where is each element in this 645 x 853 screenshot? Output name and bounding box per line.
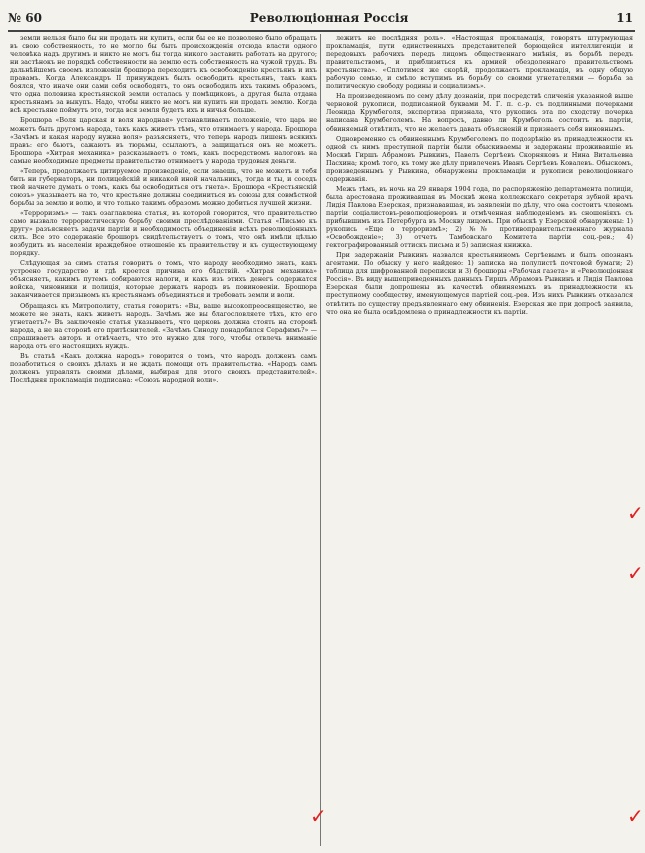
header-rule bbox=[8, 30, 635, 32]
paragraph: Одновременно съ обвиненнымъ Крумбеголемъ по подозрѣнію въ принадлежности къ одной съ нимъ преступной партіи были обыскиваемы и задержаны проживавшіе въ Москвѣ Гиршъ Абрамовъ Рывкинъ, Павелъ Сергѣевъ Скорняковъ и Нина Витальевна Пасхина; кромѣ того, къ тому же дѣлу привлеченъ Иванъ Сергѣевъ Ковалевъ. Обыскомъ, произведеннымъ у Рывкина, обнаружены прокламаціи и рукописи революціоннаго содержанія. bbox=[326, 134, 633, 183]
left-column bbox=[10, 34, 317, 846]
paragraph: Брошюра «Воля царская и воля народная» устанавливаетъ положеніе, что царь не можетъ быть другомъ народа, такъ какъ живетъ тѣмъ, что отнимаетъ у народа. Брошюра «Зачѣмъ и какая народу нужна воля» разъясняетъ, что теперь народъ лишенъ всякихъ правъ: его бьютъ, сажаютъ въ тюрьмы, ссылаютъ, а защищаться онъ не можетъ. Брошюра «Хитрая механика» разсказываетъ о томъ, какъ посредствомъ налоговъ на самые необходимые предметы правительство отнимаетъ у народа трудовыя деньги. bbox=[10, 116, 317, 165]
issue-number: № 60 bbox=[8, 11, 42, 25]
paragraph: Обращаясь къ Митрополиту, статья говоритъ: «Вы, ваше высокопреосвященство, не можете не знать, какъ живетъ народъ. Зачѣмъ же вы благословляете тѣхъ, кто его угнетаетъ?» Въ заключеніе статья указываетъ, что церковь должна стоять на сторонѣ народа, а не на сторонѣ его притѣснителей. «Зачѣмъ Синоду понадобился Серафимъ?» — спрашиваетъ авторъ и отвѣчаетъ, что это нужно для того, чтобы отвлечь вниманіе народа отъ его настоящихъ нуждъ. bbox=[10, 301, 317, 350]
paragraph: Слѣдующая за симъ статья говоритъ о томъ, что народу необходимо знать, какъ устроено государство и гдѣ кроется причина его бѣдствій. «Хитрая механика» объясняетъ, какимъ путемъ собираются налоги, и какъ изъ этихъ денегъ содержатся войска, чиновники и полиція, которые держатъ народъ въ повиновеніи. Брошюра заканчивается призывомъ къ крестьянамъ объединяться и требовать земли и воли. bbox=[10, 259, 317, 300]
checkmark-icon: ✓ bbox=[627, 561, 644, 585]
page-header bbox=[8, 6, 633, 30]
newspaper-title: Революціонная Россія bbox=[249, 11, 409, 25]
paragraph: Межъ тѣмъ, въ ночь на 29 января 1904 года, по распоряженію департамента полиціи, была арестована проживавшая въ Москвѣ жена коллежскаго секретаря зубной врачъ Лидія Павлова Езерская, признававшая, въ заявленіи по дѣлу, что она состоитъ членомъ партіи соціалистовъ-революціонеровъ и отмѣченная наблюденіемъ въ сношеніяхъ съ прибывшимъ изъ Петербурга въ Москву лицомъ. При обыскѣ у Езерской обнаружены: 1) рукопись «Еще о терроризмѣ»; 2) №№ противоправительственнаго журнала «Освобожденіе»; 3) отчетъ Тамбовскаго Комитета партіи соц.-рев.; 4) гектографированный оттискъ письма и 5) записная книжка. bbox=[326, 184, 633, 250]
paragraph: лежитъ не послѣдняя роль». «Настоящая прокламація, говорятъ штурмующая прокламація, пути единственныхъ представителей борющейся интеллигенціи и передовыхъ рабочихъ передъ лицомъ общественнаго мнѣнія, въ борьбѣ передъ правительствомъ, и приблизиться къ армией обездоленнаго правительствомъ крестьянства». «Сплотимся же скорѣй, продолжаетъ прокламація, въ одну общую рабочую семью, и смѣло вступимъ въ борьбу со своими угнетателями — борьба за политическую свободу родины и социализмъ». bbox=[326, 34, 633, 91]
right-column bbox=[326, 34, 633, 846]
checkmark-icon: ✓ bbox=[627, 501, 644, 525]
checkmark-icon: ✓ bbox=[627, 804, 644, 828]
paragraph: «Теперь, продолжаетъ цитируемое произведеніе, если знаешь, что не можетъ и тебя бить ни губернаторъ, ни полицейскій и никакой иной начальникъ, тогда и ты, и соседъ твой начнете думать о томъ, какъ бы освободиться отъ гнета». Брошюра «Крестьянскій союзъ» указываетъ на то, что крестьяне должны соединиться въ союзы для совмѣстной борьбы за землю и волю, и что только такимъ образомъ можно добиться лучшей жизни. bbox=[10, 166, 317, 207]
paragraph: На произведенномъ по сему дѣлу дознаніи, при посредствѣ сличенія указанной выше черновой рукописи, подписанной буквами М. Г. п. с.-р. съ подлинными почерками Леонида Крумбеголя, экспертиза признала, что рукопись эта по сходству почерка написана Крумбеголемъ. На вопросъ, давно ли Крумбеголь состоитъ въ партіи, обвиняемый отвѣтилъ, что не желаетъ давать объясненій и признаетъ себя виновнымъ. bbox=[326, 92, 633, 133]
page-number: 11 bbox=[616, 11, 633, 25]
paragraph: земли нельзя было бы ни продать ни купить, если бы ее не позволено было обращать въ свою собственность, то не могло бы быть происхожденія отсюда власти одного человѣка надъ другимъ и никто не могъ бы тогда никого заставить работать на другого; ни застѣнокъ не порядкѣ собственности на землю есть собственность на чужой трудъ. Въ дальнѣйшемъ своемъ изложеніи брошюра переходитъ къ освобожденію крестьянъ и ихъ правамъ. Когда Александръ II принужденъ былъ освободить крестьянъ, такъ какъ боялся, что иначе они сами себя освободятъ, то онъ освободилъ ихъ такимъ образомъ, что одна половина крестьянской земли осталась у помѣщиковъ, а другая была отдана крестьянамъ за выкупъ. Надо, чтобы никто не могъ ни купить ни продать землю. Когда всѣ крестьяне поймутъ это, тогда вся земля будетъ ихъ и ничья больше. bbox=[10, 34, 317, 115]
paragraph: «Терроризмъ» — такъ озаглавлена статья, въ которой говорится, что правительство само вызвало террористическую борьбу своими преслѣдованіями. Статья «Письмо къ другу» разъясняетъ задачи партіи и необходимость объединенія всѣхъ революціонныхъ силъ. Все это содержаніе брошюръ свидѣтельствуетъ о томъ, что онѣ имѣли цѣлью возбудить въ населеніи враждебное отношеніе къ правительству и къ существующему порядку. bbox=[10, 208, 317, 258]
paragraph: При задержаніи Рывкинъ назвался крестьяниномъ Сергѣевымъ и былъ опознанъ агентами. По обыску у него найдено: 1) записка на полулистѣ почтовой бумаги; 2) таблица для шифрованной переписки и 3) брошюры «Рабочая газета» и «Революціонная Россія». Въ виду вышеприведенныхъ данныхъ Гиршъ Абрамовъ Рывкинъ и Лидія Павлова Езерская были допрошены въ качествѣ обвиняемыхъ въ принадлежности къ преступному сообществу, именующемуся партіей соц.-рев. Изъ нихъ Рывкинъ отказался отвѣтить по существу предъявленнаго ему обвиненія. Езерская же при допросѣ заявила, что она не была освѣдомлена о принадлежности къ партіи. bbox=[326, 251, 633, 316]
column-divider bbox=[320, 34, 321, 846]
paragraph: Въ статьѣ «Какъ должна народъ» говорится о томъ, что народъ долженъ самъ позаботиться о своихъ дѣлахъ и не ждать помощи отъ правительства. «Народъ самъ долженъ управлять своими дѣлами, выбирая для этого своихъ представителей». Послѣдняя прокламація подписана: «Союзъ народной воли». bbox=[10, 351, 317, 384]
checkmark-icon: ✓ bbox=[310, 804, 327, 828]
